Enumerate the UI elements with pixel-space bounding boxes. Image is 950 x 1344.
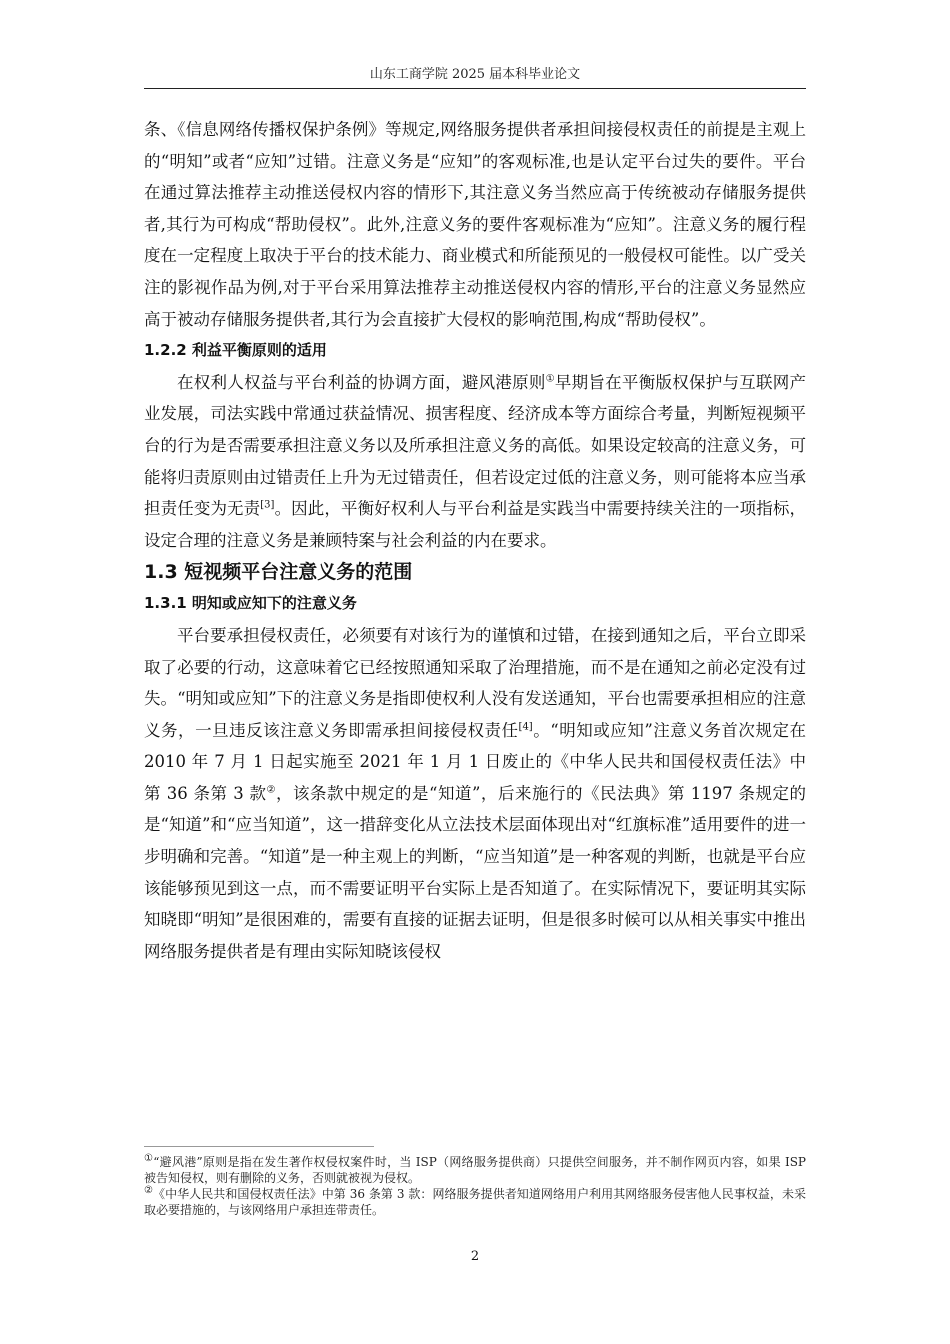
- body-text: [144, 114, 806, 967]
- running-header: 山东工商学院 2025 届本科毕业论文: [369, 67, 581, 82]
- paragraph-interest-balance: [144, 367, 806, 557]
- section-heading-1-3-1: 1.3.1 明知或应知下的注意义务: [144, 594, 357, 613]
- page-number: 2: [470, 1249, 480, 1264]
- footnote-mark: ①: [144, 1153, 154, 1164]
- header-divider: [144, 88, 806, 89]
- footnote-ref-2[interactable]: ②: [266, 784, 276, 796]
- paragraph-text: 早期旨在平衡版权保护与互联网产业发展，司法实践中常通过获益情况、损害程度、经济成本等方面综合考量，判断短视频平台的行为是否需要承担注意义务以及所承担注意义务的高低。如果设定较高的注意义务，可能将归责原则由过错责任上升为无过错责任，但若设定过低的注意义务，则可能将本应当承担责任变为无责: [144, 372, 807, 519]
- citation-ref-4[interactable]: [4]: [518, 721, 533, 733]
- footnote-text: “避风港”原则是指在发生著作权侵权案件时，当 ISP（网络服务提供商）只提供空间服务，并不制作网页内容，如果 ISP 被告知侵权，则有删除的义务，否则就被视为侵权。: [144, 1155, 806, 1185]
- paragraph-text: ，该条款中规定的是“知道”，后来施行的《民法典》第 1197 条规定的是“知道”和“应当知道”，这一措辞变化从立法技术层面体现出对“红旗标准”适用要件的进一步明确和完善。“知道”是一种主观上的判断，“应当知道”是一种客观的判断，也就是平台应该能够预见到这一点，而不需要证明平台实际上是否知道了。在实际情况下，要证明其实际知晓即“明知”是很困难的，需要有直接的证据去证明，但是很多时候可以从相关事实中推出网络服务提供者是有理由实际知晓该侵权: [144, 783, 806, 961]
- paragraph-text: 。“明知或应知”注意义务首次规定在 2010 年 7 月 1 日起实施至 2021 年 1 月 1 日废止的《中华人民共和国侵权责任法》中第 36 条第 3 款: [144, 720, 807, 803]
- paragraph-continuation: 条、《信息网络传播权保护条例》等规定,网络服务提供者承担间接侵权责任的前提是主观上的“明知”或者“应知”过错。注意义务是“应知”的客观标准,也是认定平台过失的要件。平台在通过算法推荐主动推送侵权内容的情形下,其注意义务当然应高于传统被动存储服务提供者,其行为可构成“帮助侵权”。此外,注意义务的要件客观标准为“应知”。注意义务的履行程度在一定程度上取决于平台的技术能力、商业模式和所能预见的一般侵权可能性。以广受关注的影视作品为例,对于平台采用算法推荐主动推送侵权内容的情形,平台的注意义务显然应高于被动存储服务提供者,其行为会直接扩大侵权的影响范围,构成“帮助侵权”。: [144, 120, 806, 329]
- paragraph-text: 平台要承担侵权责任，必须要有对该行为的谨慎和过错，在接到通知之后，平台立即采取了必要的行动，这意味着它已经按照通知采取了治理措施，而不是在通知之前必定没有过失。“明知或应知”下的注意义务是指即使权利人没有发送通知，平台也需要承担相应的注意义务，一旦违反该注意义务即需承担间接侵权责任: [144, 625, 806, 740]
- section-heading-1-3: 1.3 短视频平台注意义务的范围: [144, 561, 413, 584]
- section-heading-1-2-2: 1.2.2 利益平衡原则的适用: [144, 341, 327, 360]
- paragraph-knowledge-duty: [144, 620, 806, 968]
- footnote-divider: [144, 1146, 374, 1147]
- citation-ref-3[interactable]: [3]: [260, 499, 275, 511]
- footnote-2: [144, 1186, 806, 1218]
- footnote-mark: ②: [144, 1185, 154, 1196]
- footnote-1: [144, 1154, 806, 1186]
- footnotes: [144, 1154, 806, 1218]
- footnote-text: 《中华人民共和国侵权责任法》中第 36 条第 3 款：网络服务提供者知道网络用户利用其网络服务侵害他人民事权益，未采取必要措施的，与该网络用户承担连带责任。: [144, 1187, 807, 1217]
- footnote-ref-1[interactable]: ①: [545, 373, 555, 385]
- paragraph-text: 。因此，平衡好权利人与平台利益是实践当中需要持续关注的一项指标，设定合理的注意义务是兼顾特案与社会利益的内在要求。: [144, 499, 807, 550]
- paragraph-text: 在权利人权益与平台利益的协调方面，避风港原则: [177, 372, 546, 392]
